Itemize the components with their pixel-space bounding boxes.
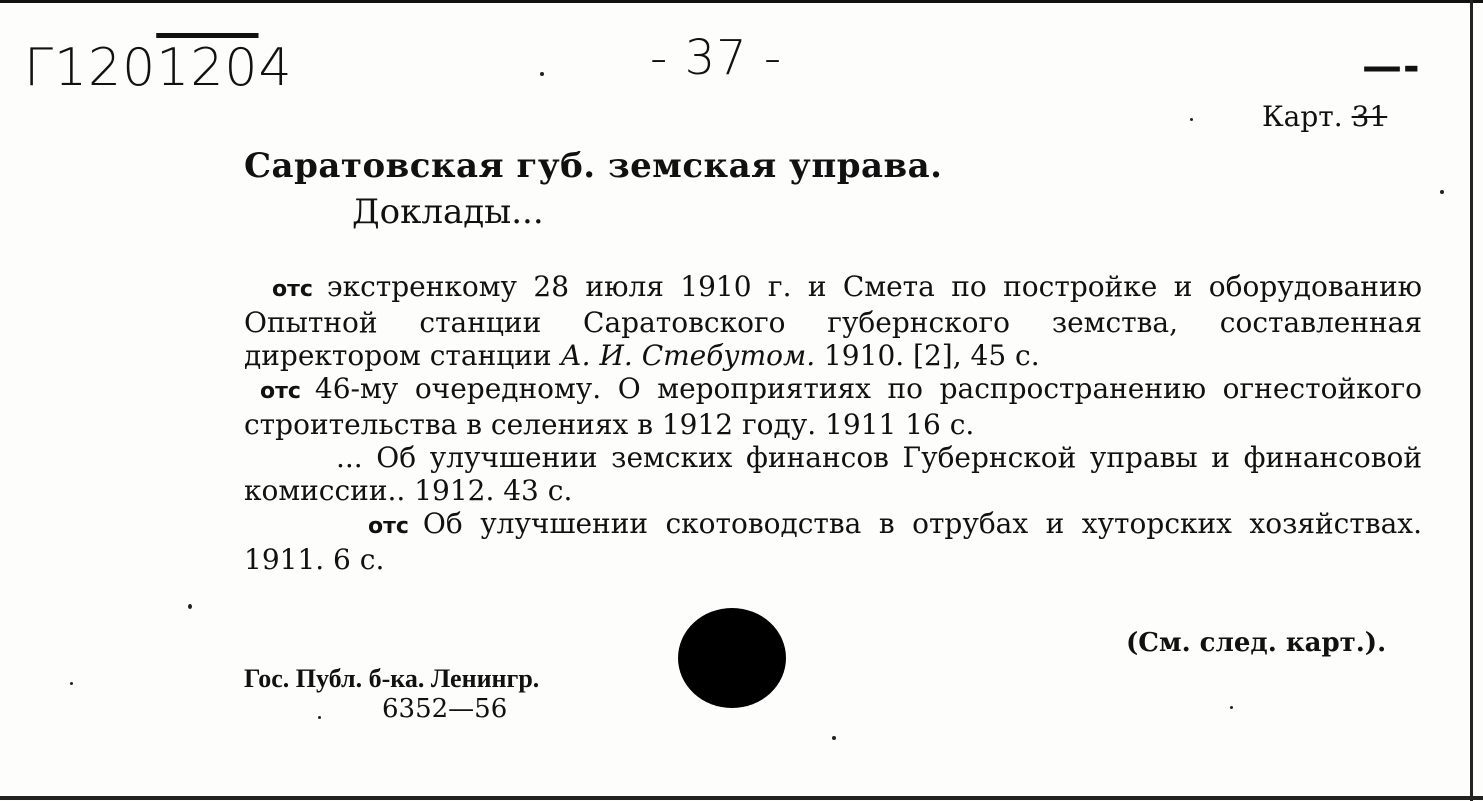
speck [188,604,192,609]
handwritten-page-number: - 37 - [650,30,783,86]
entry-1-author: А. И. Стебутом. [560,339,816,372]
card-top-edge [0,0,1483,3]
entry-1-mark: отс [272,277,313,302]
stamp-number: 6352—56 [382,694,508,724]
entry-1: отс экстренкому 28 июля 1910 г. и Смета по постройке и оборудованию Опытной станции Саратовского губернского земства, составленная директором станции А. И. Стебутом. 1910. [2], 45 с. [244,270,1422,372]
card-bottom-edge [0,796,1483,800]
speck [832,736,836,740]
entry-2-mark: отс [260,379,301,404]
speck [1440,190,1444,194]
top-right-mark: —- [1362,44,1421,90]
see-next-card: (См. след. карт.). [1126,628,1387,658]
card-number: Карт. 31 [1262,100,1388,133]
speck [70,682,73,685]
entry-2: отс 46-му очередному. О мероприятиях по распространению огнестойкого строительства в селениях в 1912 году. 1911 16 с. [244,372,1422,441]
entry-4: отс Об улучшении скотоводства в отрубах и хуторских хозяйствах. 1911. 6 с. [244,507,1422,576]
heading: Саратовская губ. земская управа. [244,146,943,186]
speck [1230,706,1233,709]
entries-list [244,270,1422,576]
punch-hole [678,608,786,708]
shelfmark-overlined-part: 120 [156,38,259,98]
card-right-edge [1470,0,1473,801]
speck [540,72,544,76]
card-number-struck: 31 [1351,100,1388,133]
handwritten-shelfmark: Г1201204 [24,38,293,98]
speck [318,716,321,719]
speck [1190,118,1193,121]
entry-4-mark: отс [368,514,409,539]
library-stamp: Гос. Публ. б-ка. Ленингр. [244,664,540,693]
subheading: Доклады... [352,192,544,232]
entry-3: ... Об улучшении земских финансов Губернской управы и финансовой комиссии.. 1912. 43 с. [244,441,1422,507]
